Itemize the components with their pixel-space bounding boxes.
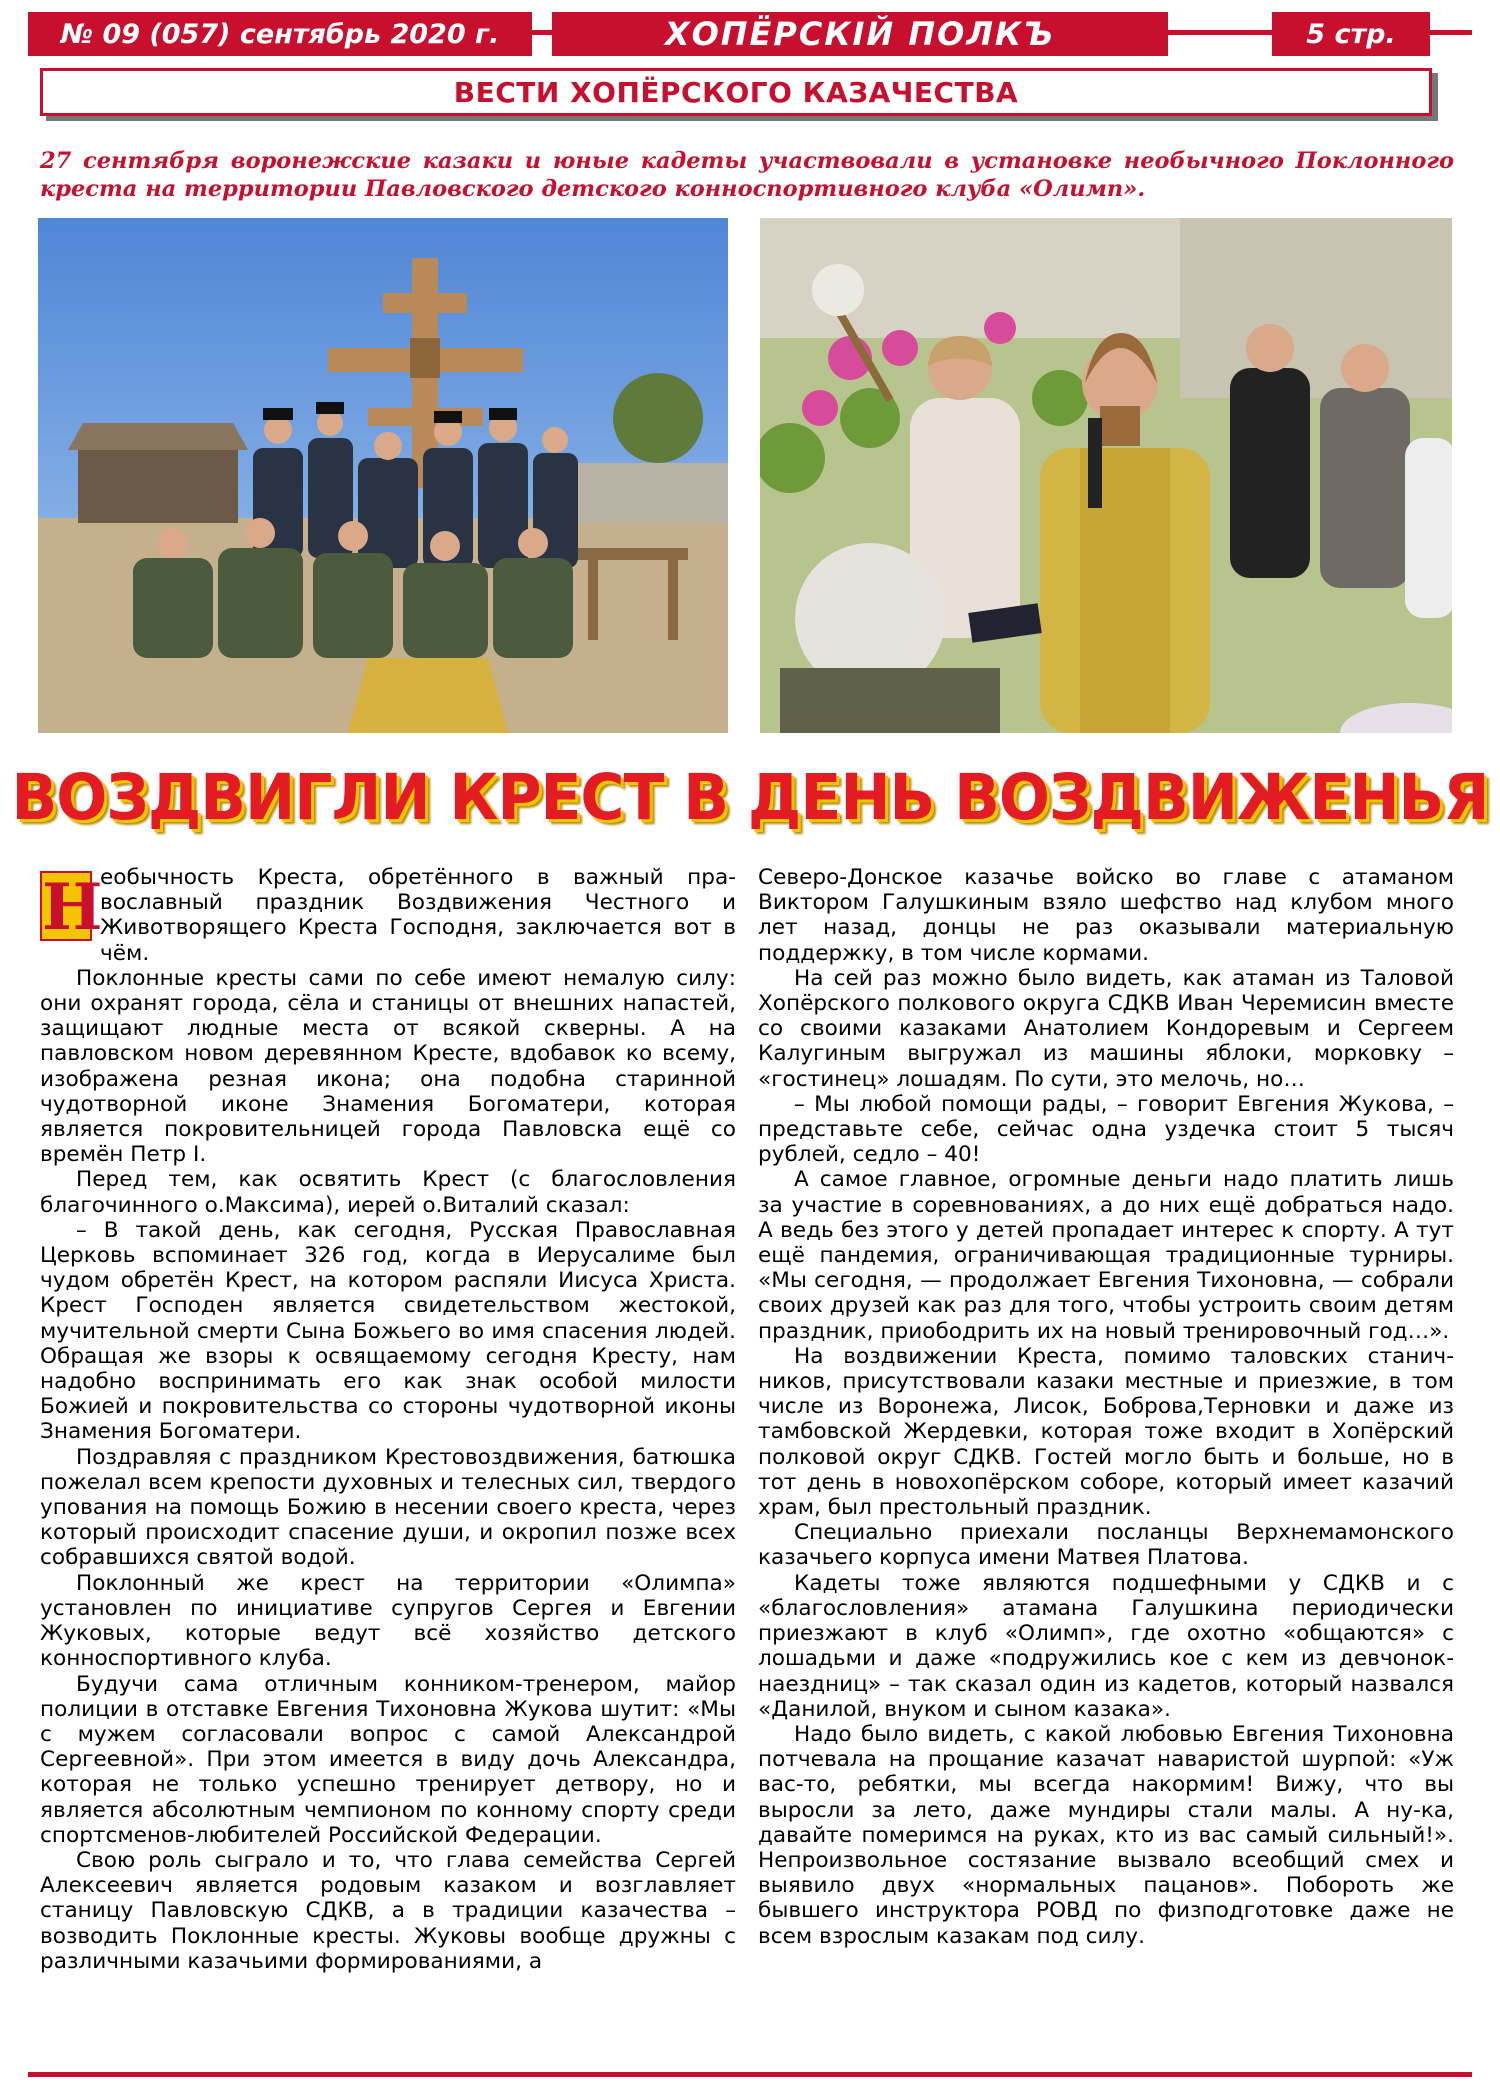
photo-priest-blessing <box>760 218 1452 733</box>
article-headline: ВОЗДВИГЛИ КРЕСТ В ДЕНЬ ВОЗДВИЖЕНЬЯ <box>11 761 1489 835</box>
photo-cossacks-cross <box>38 218 728 733</box>
paragraph: еобычность Креста, обретённого в важный православный праздник Воздвижения Честного и Животворящего Креста Господня, заключается вот в чём. <box>100 865 736 966</box>
paragraph: – В такой день, как сегодня, Русская Православная Церковь вспоминает 326 год, когда в Иерусалиме был чудом обретён Крест, на котором распяли Иисуса Христа. Крест Господен является свидетельством жестокой, мучительной смерти Сына Божьего во имя спасения людей. Обращая же взоры к освящаемому сегодня Кресту, нам надобно воспринимать его как знак особой милости Божией и покровительства со стороны чудотворной иконы Знамения Богоматери. <box>40 1217 736 1445</box>
section-banner <box>40 68 1432 116</box>
issue-text: № 09 (057) сентябрь 2020 г. <box>60 18 500 50</box>
article-column-left <box>40 865 736 2065</box>
dropcap-letter: Н <box>42 870 103 945</box>
paragraph: Поклонные кресты сами по себе имеют немалую силу: они охранят города, сёла и станицы от внешних напастей, защищают людные места от всякой скверны. А на павловском новом деревянном Кресте, вдобавок ко всему, изображена резная икона; она подобна старинной чудотворной иконе Знамения Богоматери, которая является покровительницей города Павловска ещё со времён Петр I. <box>40 965 736 1168</box>
paragraph: На воздвижении Креста, помимо таловских станичников, присутствовали казаки местные и приезжие, в том числе из Воронежа, Лисок, Боброва,Терновки и даже из тамбовской Жердевки, которая тоже входит в Хопёрский полковой округ СДКВ. Гостей могло быть и больше, но в тот день в новохопёрском соборе, который имеет казачий храм, был престольный праздник. <box>758 1343 1454 1521</box>
paragraph: Кадеты тоже являются подшефными у СДКВ и с «благословления» атамана Галушкина периодически приезжают в клуб «Олимп», где охотно «общаются» с лошадьми и даже «подружились кое с кем из девчонок-наездниц» – так сказал один из кадетов, который назвался «Данилой, внуком и сыном казака». <box>758 1570 1454 1722</box>
paragraph: – Мы любой помощи рады, – говорит Евгения Жукова, – представьте себе, сейчас одна уздечка стоит 5 тысяч рублей, седло – 40! <box>758 1091 1454 1168</box>
paragraph: Перед тем, как освятить Крест (с благословления благочинного о.Максима), иерей о.Виталий сказал: <box>40 1167 736 1218</box>
paragraph: На сей раз можно было видеть, как атаман из Таловой Хопёрского полкового округа СДКВ Иван Черемисин вместе со своими казаками Анатолием Кондоревым и Сергеем Калугиным выгружал из машины яблоки, морковку – «гостинец» лошадям. По сути, это мелочь, но… <box>758 965 1454 1092</box>
lead-paragraph: 27 сентября воронежские казаки и юные кадеты участвовали в установке необычного Поклонного креста на территории Павловского детского конноспортивного клуба «Олимп». <box>40 148 1454 202</box>
newspaper-title-text: ХОПЁРСКIЙ ПОЛКЪ <box>664 15 1056 53</box>
newspaper-title <box>552 12 1168 56</box>
footer-rule <box>28 2072 1472 2077</box>
issue-label <box>28 12 532 56</box>
paragraph: Специально приехали посланцы Верхнемамонского казачьего корпуса имени Матвея Платова. <box>758 1520 1454 1571</box>
article-column-right <box>758 865 1454 2065</box>
paragraph: Поклонный же крест на территории «Олимпа» установлен по инициативе супругов Сергея и Евгении Жуковых, которые ведут всё хозяйство детского конноспортивного клуба. <box>40 1570 736 1672</box>
paragraph: Надо было видеть, с какой любовью Евгения Тихоновна потчевала на прощание казачат наваристой шурпой: «Уж вас-то, ребятки, мы всегда накормим! Вижу, что вы выросли за лето, даже мундиры стали малы. А ну-ка, давайте померимся на руках, кто из вас самый сильный!». Непроизвольное состязание вызвало всеобщий смех и выявило двух «нормальных пацанов». Побороть же бывшего инструктора РОВД по физподготовке даже не всем взрослым казакам под силу. <box>758 1721 1454 1949</box>
page-number-text: 5 стр. <box>1306 18 1396 50</box>
paragraph: А самое главное, огромные деньги надо платить лишь за участие в соревнованиях, а до них ещё добраться надо. А ведь без этого у детей пропадает интерес к спорту. А тут ещё пандемия, ограничивающая традиционные турниры. «Мы сегодня, — продолжает Евгения Тихоновна, — собрали своих друзей как раз для того, чтобы устроить своим детям праздник, приободрить их на новый тренировочный год…». <box>758 1167 1454 1344</box>
paragraph: Свою роль сыграло и то, что глава семейства Сергей Алексеевич является родовым казаком и возглавляет станицу Павловскую СДКВ, а в традиции казачества – возводить Поклонные кресты. Жуковы вообще дружны с различными казачьими формированиями, а <box>40 1847 736 1974</box>
page-label <box>1272 12 1430 56</box>
section-title: ВЕСТИ ХОПЁРСКОГО КАЗАЧЕСТВА <box>453 75 1019 109</box>
paragraph: Поздравляя с праздником Крестовоздвижения, батюшка пожелал всем крепости духовных и телесных сил, твердого упования на помощь Божию в несении своего креста, через который происходит спасение души, и окропил позже всех собравшихся святой водой. <box>40 1444 736 1571</box>
paragraph: Северо-Донское казачье войско во главе с атаманом Виктором Галушкиным взяло шефство над клубом много лет назад, донцы не раз оказывали материальную поддержку, в том числе кормами. <box>758 865 1454 966</box>
paragraph: Будучи сама отличным конником-тренером, майор полиции в отставке Евгения Тихоновна Жукова шутит: «Мы с мужем согласовали вопрос с самой Александрой Сергеевной». При этом имеется в виду дочь Александра, которая не только успешно тренирует детвору, но и является абсолютным чемпионом по конному спорту среди спортсменов-любителей Российской Федерации. <box>40 1671 736 1848</box>
